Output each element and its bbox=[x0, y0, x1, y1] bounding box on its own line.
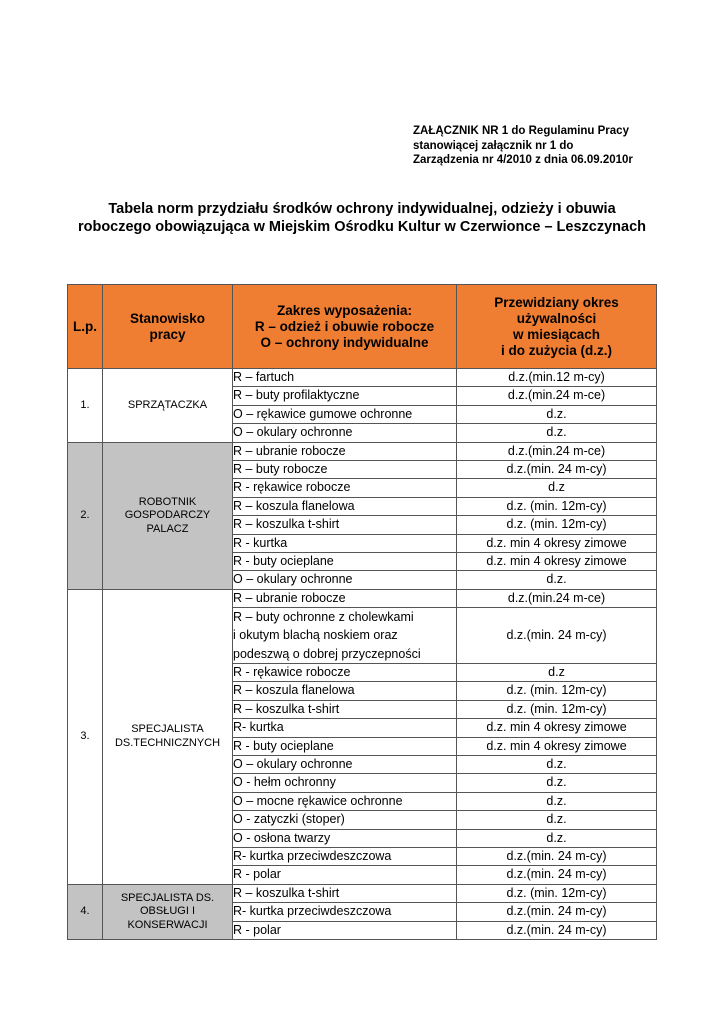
usage-period: d.z. min 4 okresy zimowe bbox=[457, 534, 657, 552]
equipment-item: O - zatyczki (stoper) bbox=[233, 811, 457, 829]
usage-period: d.z bbox=[457, 663, 657, 681]
table-row bbox=[68, 442, 657, 460]
position-line: GOSPODARCZY bbox=[124, 509, 211, 521]
equipment-item: O – okulary ochronne bbox=[233, 571, 457, 589]
position-name bbox=[103, 442, 233, 589]
usage-period: d.z. min 4 okresy zimowe bbox=[457, 737, 657, 755]
equipment-item: R – koszulka t-shirt bbox=[233, 516, 457, 534]
usage-period: d.z. bbox=[457, 774, 657, 792]
table-row bbox=[68, 884, 657, 902]
usage-period: d.z. (min. 12m-cy) bbox=[457, 516, 657, 534]
row-number: 1. bbox=[68, 369, 103, 443]
equipment-item: R - rękawice robocze bbox=[233, 663, 457, 681]
usage-period: d.z.(min.24 m-ce) bbox=[457, 442, 657, 460]
usage-period: d.z. (min. 12m-cy) bbox=[457, 700, 657, 718]
equipment-item: R – koszulka t-shirt bbox=[233, 700, 457, 718]
equipment-item: R - kurtka bbox=[233, 534, 457, 552]
row-number: 4. bbox=[68, 884, 103, 939]
row-number: 2. bbox=[68, 442, 103, 589]
equipment-item: R- kurtka przeciwdeszczowa bbox=[233, 847, 457, 865]
equipment-item: R – koszulka t-shirt bbox=[233, 884, 457, 902]
equipment-item: R – buty profilaktyczne bbox=[233, 387, 457, 405]
norms-table bbox=[67, 284, 657, 940]
usage-period: d.z. (min. 12m-cy) bbox=[457, 682, 657, 700]
position-line: ROBOTNIK bbox=[138, 495, 197, 508]
usage-period: d.z.(min. 24 m-cy) bbox=[457, 461, 657, 479]
annex-line-1: ZAŁĄCZNIK NR 1 do Regulaminu Pracy bbox=[413, 125, 629, 137]
equipment-item: R - polar bbox=[233, 921, 457, 939]
equipment-item: R – fartuch bbox=[233, 369, 457, 387]
equipment-item-line: podeszwą o dobrej przyczepności bbox=[233, 646, 421, 661]
usage-period: d.z.(min. 24 m-cy) bbox=[457, 921, 657, 939]
usage-period: d.z. bbox=[457, 405, 657, 423]
table-row bbox=[68, 589, 657, 607]
usage-period: d.z.(min.24 m-ce) bbox=[457, 387, 657, 405]
header-row bbox=[68, 285, 657, 369]
usage-period: d.z. (min. 12m-cy) bbox=[457, 884, 657, 902]
position-line: DS.TECHNICZNYCH bbox=[114, 736, 221, 749]
header-period: Przewidziany okres używalności w miesiącach i do zużycia (d.z.) bbox=[457, 285, 657, 369]
header-scope: Zakres wyposażenia: R – odzież i obuwie robocze O – ochrony indywidualne bbox=[233, 285, 457, 369]
position-line: PALACZ bbox=[146, 522, 189, 535]
equipment-item-line: R – buty ochronne z cholewkami bbox=[233, 610, 414, 625]
usage-period: d.z. min 4 okresy zimowe bbox=[457, 719, 657, 737]
equipment-item-line: i okutym blachą noskiem oraz bbox=[233, 628, 398, 643]
usage-period: d.z.(min. 24 m-cy) bbox=[457, 866, 657, 884]
usage-period: d.z. min 4 okresy zimowe bbox=[457, 553, 657, 571]
position-line: SPECJALISTA DS. bbox=[120, 891, 215, 904]
usage-period: d.z.(min.24 m-ce) bbox=[457, 589, 657, 607]
equipment-item: O – mocne rękawice ochronne bbox=[233, 792, 457, 810]
usage-period: d.z bbox=[457, 479, 657, 497]
title-line-1: Tabela norm przydziału środków ochrony indywidualnej, odzieży i obuwia bbox=[108, 201, 616, 217]
usage-period: d.z.(min. 24 m-cy) bbox=[457, 608, 657, 664]
equipment-item: R – ubranie robocze bbox=[233, 589, 457, 607]
title-line-2: roboczego obowiązująca w Miejskim Ośrodku Kultur w Czerwionce – Leszczynach bbox=[77, 219, 647, 235]
annex-line-2: stanowiącej załącznik nr 1 do bbox=[413, 139, 574, 152]
position-name bbox=[103, 589, 233, 884]
position-line: SPRZĄTACZKA bbox=[127, 398, 208, 411]
equipment-item: R- kurtka przeciwdeszczowa bbox=[233, 903, 457, 921]
header-lp: L.p. bbox=[68, 285, 103, 369]
equipment-item: R – buty robocze bbox=[233, 461, 457, 479]
position-line: KONSERWACJI bbox=[127, 918, 208, 931]
document-title bbox=[40, 200, 684, 236]
header-position: Stanowisko pracy bbox=[103, 285, 233, 369]
equipment-item: R – koszula flanelowa bbox=[233, 497, 457, 515]
usage-period: d.z. bbox=[457, 811, 657, 829]
usage-period: d.z. bbox=[457, 424, 657, 442]
equipment-item: R - buty ocieplane bbox=[233, 553, 457, 571]
usage-period: d.z.(min.12 m-cy) bbox=[457, 369, 657, 387]
position-name bbox=[103, 369, 233, 443]
position-line: SPECJALISTA bbox=[131, 723, 204, 736]
usage-period: d.z. bbox=[457, 829, 657, 847]
equipment-item: R - polar bbox=[233, 866, 457, 884]
equipment-item: O - osłona twarzy bbox=[233, 829, 457, 847]
equipment-item bbox=[233, 608, 457, 664]
usage-period: d.z. bbox=[457, 792, 657, 810]
equipment-item: R – koszula flanelowa bbox=[233, 682, 457, 700]
equipment-item: R- kurtka bbox=[233, 719, 457, 737]
equipment-item: R - buty ocieplane bbox=[233, 737, 457, 755]
usage-period: d.z. bbox=[457, 755, 657, 773]
position-line: OBSŁUGI I bbox=[139, 905, 196, 918]
equipment-item: O - hełm ochronny bbox=[233, 774, 457, 792]
usage-period: d.z.(min. 24 m-cy) bbox=[457, 847, 657, 865]
annex-line-3: Zarządzenia nr 4/2010 z dnia 06.09.2010r bbox=[413, 154, 633, 166]
usage-period: d.z.(min. 24 m-cy) bbox=[457, 903, 657, 921]
equipment-item: O – okulary ochronne bbox=[233, 424, 457, 442]
table-row bbox=[68, 369, 657, 387]
row-number: 3. bbox=[68, 589, 103, 884]
equipment-item: R – ubranie robocze bbox=[233, 442, 457, 460]
usage-period: d.z. (min. 12m-cy) bbox=[457, 497, 657, 515]
equipment-item: R - rękawice robocze bbox=[233, 479, 457, 497]
annex-reference bbox=[413, 124, 633, 168]
position-name bbox=[103, 884, 233, 939]
equipment-item: O – okulary ochronne bbox=[233, 755, 457, 773]
equipment-item: O – rękawice gumowe ochronne bbox=[233, 405, 457, 423]
usage-period: d.z. bbox=[457, 571, 657, 589]
